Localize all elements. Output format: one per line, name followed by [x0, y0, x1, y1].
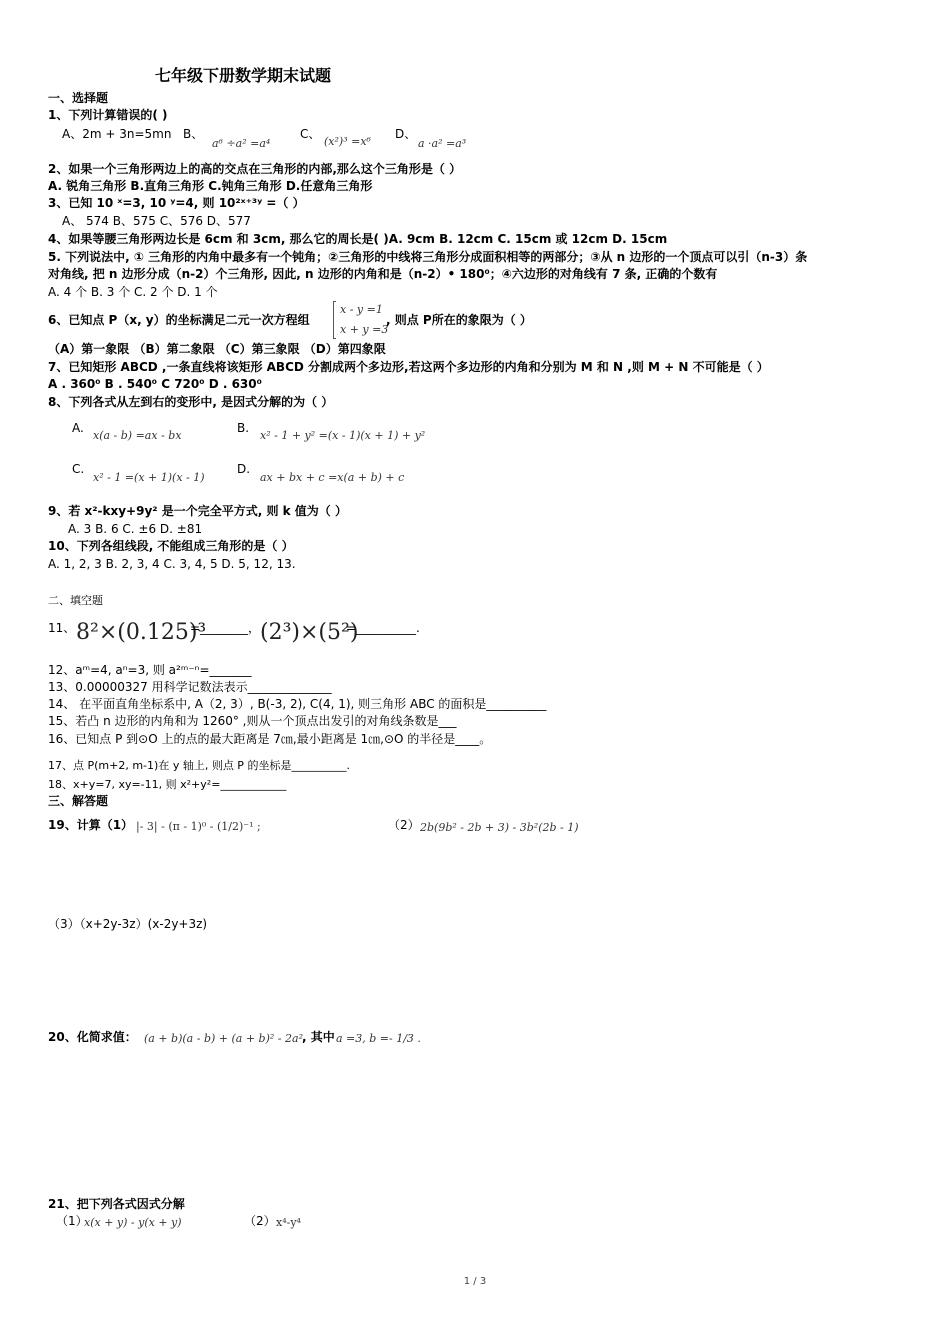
q9-stem: 9、若 x²-kxy+9y² 是一个完全平方式, 则 k 值为（ ）	[48, 504, 347, 518]
q21-stem: 21、把下列各式因式分解	[48, 1197, 185, 1211]
q8-option-a-label: A.	[72, 421, 84, 435]
q14: 14、 在平面直角坐标系中, A（2, 3）, B(-3, 2), C(4, 1), 则三角形 ABC 的面积是__________	[48, 697, 547, 711]
q19-expr2: 2b(9b² - 2b + 3) - 3b²(2b - 1)	[420, 821, 579, 834]
q17: 17、点 P(m+2, m-1)在 y 轴上, 则点 P 的坐标是__________.	[48, 759, 350, 772]
q1-option-c-label: C、	[300, 127, 321, 141]
q21-part1-expr: x(x + y) - y(x + y)	[84, 1216, 182, 1229]
q5-line1: 5. 下列说法中, ① 三角形的内角中最多有一个钝角；②三角形的中线将三角形分成面积相等的两部分；③从 n 边形的一个顶点可以引（n-3）条	[48, 250, 808, 264]
q4-stem: 4、如果等腰三角形两边长是 6cm 和 3cm, 那么它的周长是( )A. 9cm B. 12cm C. 15cm 或 12cm D. 15cm	[48, 232, 668, 246]
q8-option-a-expr: x(a - b) =ax - bx	[93, 429, 182, 442]
q1-option-c-expr: (x²)³ =x⁶	[324, 135, 371, 148]
q1-option-a: A、2m + 3n=5mn	[62, 127, 172, 141]
q8-option-d-expr: ax + bx + c =x(a + b) + c	[260, 471, 405, 484]
section-choice: 一、选择题	[48, 91, 109, 105]
q19-label2: （2）	[388, 818, 420, 832]
q11-label: 11、	[48, 621, 76, 635]
q21-part1-label: （1）	[56, 1214, 88, 1228]
q2-stem: 2、如果一个三角形两边上的高的交点在三角形的内部,那么这个三角形是（ ）	[48, 162, 462, 176]
q19-label: 19、计算（1）	[48, 818, 134, 832]
q6-stem-a: 6、已知点 P（x, y）的坐标满足二元一次方程组	[48, 313, 310, 327]
q8-option-c-label: C.	[72, 462, 85, 476]
q19-part3: （3）（x+2y-3z）(x-2y+3z)	[48, 917, 208, 931]
q19-expr1: |- 3| - (π - 1)⁰ - (1/2)⁻¹ ;	[136, 820, 261, 833]
q20-cond: a =3, b =- 1/3 .	[336, 1032, 421, 1045]
section-answer: 三、解答题	[48, 794, 109, 808]
q18: 18、x+y=7, xy=-11, 则 x²+y²=____________	[48, 778, 287, 791]
q9-options: A. 3 B. 6 C. ±6 D. ±81	[68, 522, 203, 536]
q6-options: （A）第一象限 （B）第二象限 （C）第三象限 （D）第四象限	[48, 342, 386, 356]
q1-option-b-expr: a⁶ ÷a² =a⁴	[212, 137, 271, 150]
q20-expr: (a + b)(a - b) + (a + b)² - 2a²	[144, 1032, 303, 1045]
q6-eq2: x + y =3	[340, 323, 389, 336]
q13: 13、0.00000327 用科学记数法表示______________	[48, 680, 332, 694]
q11-blank-b: =__________.	[346, 621, 420, 635]
q6-eq1: x - y =1	[340, 303, 383, 316]
q12: 12、aᵐ=4, aⁿ=3, 则 a²ᵐ⁻ⁿ=_______	[48, 663, 252, 677]
q20-where: , 其中	[302, 1030, 335, 1044]
q16: 16、已知点 P 到⊙O 上的点的最大距离是 7㎝,最小距离是 1㎝,⊙O 的半径是____。	[48, 732, 492, 746]
q8-option-b-expr: x² - 1 + y² =(x - 1)(x + 1) + y²	[260, 429, 426, 442]
q10-options: A. 1, 2, 3 B. 2, 3, 4 C. 3, 4, 5 D. 5, 12, 13.	[48, 557, 296, 571]
section-fill: 二、填空题	[48, 594, 103, 607]
page-title: 七年级下册数学期末试题	[155, 66, 332, 85]
q1-stem: 1、下列计算错误的( )	[48, 108, 168, 122]
q2-options: A. 锐角三角形 B.直角三角形 C.钝角三角形 D.任意角三角形	[48, 179, 373, 193]
q1-option-d-label: D、	[395, 127, 417, 141]
q8-option-d-label: D.	[237, 462, 251, 476]
q6-brace	[333, 301, 336, 339]
q3-options: A、 574 B、575 C、576 D、577	[62, 214, 251, 228]
q8-stem: 8、下列各式从左到右的变形中, 是因式分解的为（ ）	[48, 395, 334, 409]
q8-option-b-label: B.	[237, 421, 250, 435]
q15: 15、若凸 n 边形的内角和为 1260° ,则从一个顶点出发引的对角线条数是___	[48, 714, 457, 728]
q11-blank-a: =________，	[190, 621, 261, 635]
q21-part2-expr: x⁴-y⁴	[276, 1216, 301, 1229]
q20-label: 20、化简求值：	[48, 1030, 137, 1044]
q3-stem: 3、已知 10 ˣ=3, 10 ʸ=4, 则 10²ˣ⁺³ʸ =（ ）	[48, 196, 305, 210]
q5-options: A. 4 个 B. 3 个 C. 2 个 D. 1 个	[48, 285, 218, 299]
q7-options: A . 360⁰ B . 540⁰ C 720⁰ D . 630⁰	[48, 377, 262, 391]
q8-option-c-expr: x² - 1 =(x + 1)(x - 1)	[93, 471, 205, 484]
page-number: 1 / 3	[463, 1276, 487, 1287]
q5-line2: 对角线, 把 n 边形分成（n-2）个三角形, 因此, n 边形的内角和是（n-2）• 180⁰；④六边形的对角线有 7 条, 正确的个数有	[48, 267, 718, 281]
q6-stem-b: , 则点 P所在的象限为（ ）	[386, 313, 532, 327]
q11-expr-b: (2³)×(5²)	[260, 620, 359, 645]
q1-option-d-expr: a ·a² =a³	[418, 137, 467, 150]
q21-part2-label: （2）	[244, 1214, 276, 1228]
q1-option-b-label: B、	[183, 127, 204, 141]
q11-expr-a: 8²×(0.125)³	[76, 620, 207, 645]
q7-stem: 7、已知矩形 ABCD ,一条直线将该矩形 ABCD 分割成两个多边形,若这两个多边形的内角和分别为 M 和 N ,则 M + N 不可能是（ ）	[48, 360, 769, 374]
q10-stem: 10、下列各组线段, 不能组成三角形的是（ ）	[48, 539, 294, 553]
